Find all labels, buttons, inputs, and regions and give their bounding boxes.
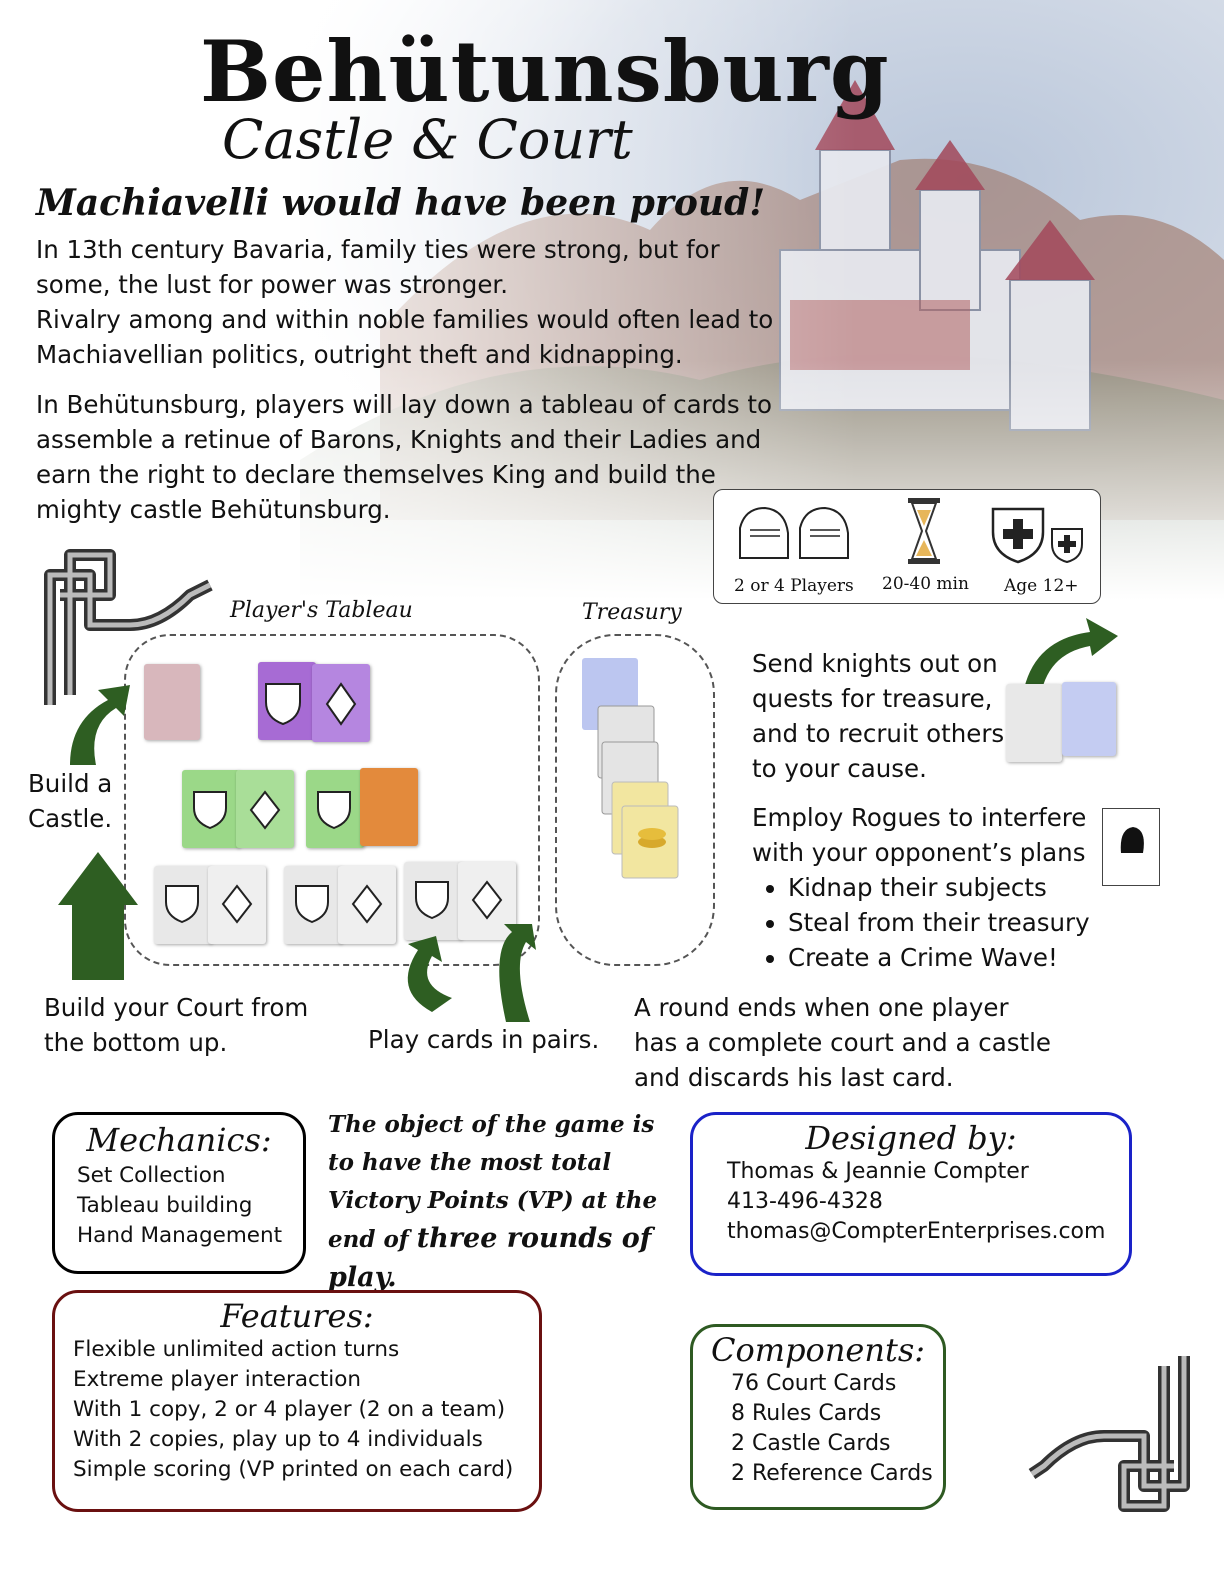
feature-item: With 2 copies, play up to 4 individuals [73,1427,483,1452]
feature-item: Simple scoring (VP printed on each card) [73,1457,514,1482]
game-title: Behütunsburg [200,22,890,121]
round-end-text: A round ends when one player has a complete court and a castle and discards his last card. [634,993,1051,1092]
tagline: Machiavelli would have been proud! [36,182,766,224]
knight-example-card [1006,684,1062,762]
features-title: Features: [220,1297,374,1335]
rogue-item: • Kidnap their subjects [788,870,1132,905]
component-item: 2 Reference Cards [731,1461,933,1486]
designed-by-title: Designed by: [805,1119,1017,1157]
rogue-example-card [1102,808,1160,886]
rogue-item: • Create a Crime Wave! [788,940,1132,975]
jewels-example-card [1062,682,1116,756]
component-item: 76 Court Cards [731,1371,897,1396]
objective-line-1: The object of the game is to have the most total Victory Points (VP) at the end of [328,1111,658,1253]
rogue-silhouette-icon [1103,809,1159,885]
components-box [690,1324,946,1510]
features-list [55,1335,539,1485]
tableau-label: Player's Tableau [230,598,413,623]
components-title: Components: [710,1331,926,1369]
designed-by-box [690,1112,1132,1276]
rogue-list [752,870,1132,975]
mechanics-item: Set Collection [77,1163,226,1188]
knights-text: Send knights out on quests for treasure, and to recruit others to your cause. [752,649,1005,783]
rogues-section [752,800,1132,975]
objective-text [328,1106,678,1298]
designer-info [693,1157,1129,1247]
component-item: 8 Rules Cards [731,1401,882,1426]
treasury-label: Treasury [582,600,682,625]
feature-item: Flexible unlimited action turns [73,1337,400,1362]
intro-paragraph-2: Rivalry among and within noble families would often lead to Machiavellian politics, outright theft and kidnapping. [36,305,774,369]
designer-names: Thomas & Jeannie Compter [727,1159,1029,1184]
component-item: 2 Castle Cards [731,1431,891,1456]
mechanics-item: Tableau building [77,1193,253,1218]
feature-item: Extreme player interaction [73,1367,362,1392]
designer-phone: 413-496-4328 [727,1189,883,1214]
mechanics-title: Mechanics: [86,1121,272,1159]
intro-paragraph-3: In Behütunsburg, players will lay down a tableau of cards to assemble a retinue of Barons, Knights and their Ladies and earn the right to declare themselves King and build the mighty castle Behütunsburg. [36,390,772,524]
time-label: 20-40 min [882,574,969,594]
mechanics-list [55,1161,303,1251]
build-castle-text: Build a Castle. [28,769,113,833]
game-subtitle: Castle & Court [222,108,633,171]
objective-line-2: three rounds of play. [328,1223,652,1293]
features-box [52,1290,542,1512]
mechanics-item: Hand Management [77,1223,283,1248]
components-list [693,1369,943,1489]
intro-paragraph-1: In 13th century Bavaria, family ties were strong, but for some, the lust for power was stronger. [36,235,720,299]
designer-email: thomas@CompterEnterprises.com [727,1219,1106,1244]
build-court-text: Build your Court from the bottom up. [44,993,309,1057]
rogue-item: • Steal from their treasury [788,905,1132,940]
play-pairs-text: Play cards in pairs. [368,1025,600,1054]
rogues-text: Employ Rogues to interfere with your opponent’s plans [752,803,1087,867]
mechanics-box [52,1112,306,1274]
players-label: 2 or 4 Players [734,576,854,596]
celtic-knot-corner-bottom-icon [1024,1346,1204,1526]
age-label: Age 12+ [1004,576,1079,596]
feature-item: With 1 copy, 2 or 4 player (2 on a team) [73,1397,506,1422]
